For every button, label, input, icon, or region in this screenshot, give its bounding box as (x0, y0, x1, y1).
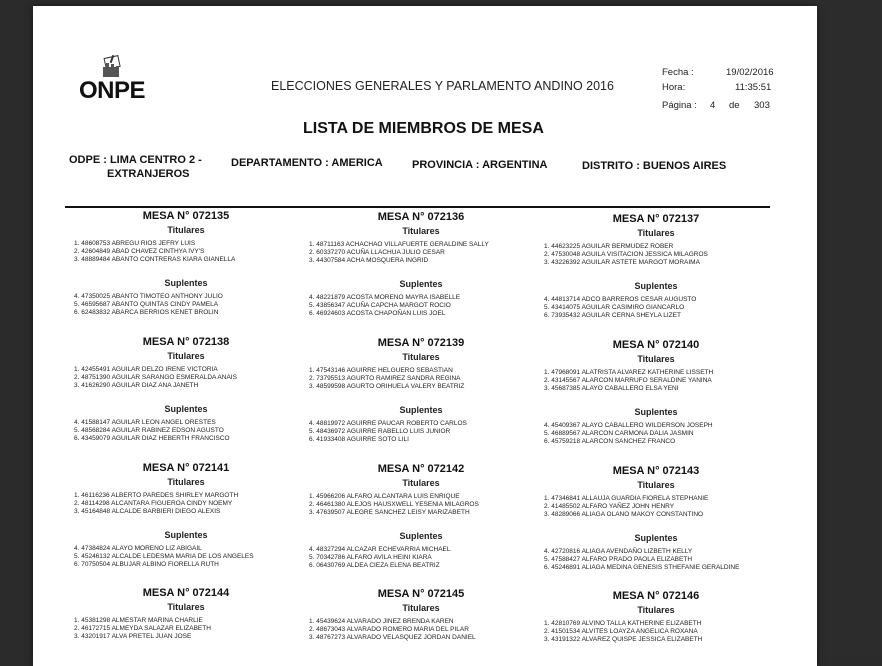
member-entry: 3. 48289066 ALIAGA OLANO MAKOY CONSTANTINO (544, 511, 704, 518)
suplentes-list (301, 294, 541, 318)
member-entry: 6. 73935432 AGUILAR CERNA SHEYLA LIZET (544, 312, 681, 319)
mesa-title: MESA N° 072135 (142, 210, 230, 222)
member-entry: 1. 45381298 ALMESTAR MARINA CHARLIE (74, 617, 203, 624)
titulares-list (301, 241, 541, 265)
member-entry: 5. 70342786 ALFARO AVILA HEINI KIARA (309, 554, 432, 561)
member-entry: 3. 48889484 ABANTO CONTRERAS KIARA GIANELLA (74, 256, 236, 263)
titulares-list (536, 243, 776, 267)
member-entry: 5. 43414075 AGUILAR CASIMIRO GIANCARLO (544, 304, 685, 311)
member-entry: 1. 45966206 ALFARO ALCANTARA LUIS ENRIQUE (309, 493, 460, 500)
member-entry: 1. 45439624 ALVARADO JINEZ BRENDA KAREN (309, 618, 454, 625)
mesa-block (301, 337, 541, 444)
titulares-label: Titulares (167, 477, 205, 487)
suplentes-list (66, 293, 306, 317)
member-entry: 3. 44307584 ACHA MOSQUERA INGRID (309, 257, 429, 264)
document-page (33, 6, 817, 666)
suplentes-label: Suplentes (164, 278, 208, 288)
mesa-title: MESA N° 072137 (612, 213, 700, 225)
titulares-label: Titulares (167, 225, 205, 235)
mesa-title: MESA N° 072146 (612, 590, 700, 602)
member-entry: 5. 46889567 ALARCON CARMONA DALIA JASMIN (544, 430, 694, 437)
titulares-label: Titulares (402, 603, 440, 613)
suplentes-label: Suplentes (634, 281, 678, 291)
titulares-label: Titulares (637, 605, 675, 615)
member-entry: 6. 62483832 ABARCA BERRIOS KENET BROLIN (74, 309, 219, 316)
odpe-line2: EXTRANJEROS (107, 168, 190, 180)
member-entry: 1. 48711163 ACHACHAO VILLAFUERTE GERALDINE SALLY (309, 241, 489, 248)
titulares-list (66, 492, 306, 516)
member-entry: 1. 47968091 ALATRISTA ALVAREZ KATHERINE LISSETH (544, 369, 714, 376)
suplentes-label: Suplentes (164, 530, 208, 540)
titulares-label: Titulares (402, 478, 440, 488)
member-entry: 5. 47588427 ALFARO PRADO PAOLA ELIZABETH (544, 556, 693, 563)
member-entry: 2. 60337270 ACUÑA LLACHUA JULIO CESAR (309, 249, 445, 256)
member-entry: 3. 41626290 AGUILAR DIAZ ANA JANETH (74, 382, 199, 389)
member-entry: 3. 43191322 ALVAREZ QUISPE JESSICA ELIZABETH (544, 636, 703, 643)
mesa-title: MESA N° 072140 (612, 339, 700, 351)
suplentes-label: Suplentes (634, 407, 678, 417)
titulares-label: Titulares (167, 351, 205, 361)
member-entry: 2. 48673043 ALVARADO ROMERO MARIA DEL PILAR (309, 626, 469, 633)
member-entry: 1. 46116236 ALBERTO PAREDES SHIRLEY MARGOTH (74, 492, 239, 499)
suplentes-label: Suplentes (634, 533, 678, 543)
member-entry: 4. 48819972 AGUIRRE PAUCAR ROBERTO CARLOS (309, 420, 467, 427)
suplentes-label: Suplentes (399, 405, 443, 415)
titulares-label: Titulares (637, 228, 675, 238)
mesa-title: MESA N° 072136 (377, 211, 465, 223)
member-entry: 4. 48221879 ACOSTA MORENO MAYRA ISABELLE (309, 294, 461, 301)
titulares-list (301, 367, 541, 391)
member-entry: 3. 45687385 ALAYO CABALLERO ELSA YENI (544, 385, 679, 392)
member-entry: 5. 46595687 ABANTO QUINTAS CINDY PAMELA (74, 301, 219, 308)
departamento: DEPARTAMENTO : AMERICA (231, 157, 383, 169)
pagina-total: 303 (754, 100, 770, 111)
member-entry: 2. 46172715 ALMEYDA SALAZAR ELIZABETH (74, 625, 211, 632)
member-entry: 3. 47639507 ALEGRE SANCHEZ LEISY MARIZABETH (309, 509, 470, 516)
suplentes-list (66, 545, 306, 569)
member-entry: 1. 48608753 ABREGU RIOS JEFRY LUIS (74, 240, 196, 247)
header-divider (65, 206, 770, 208)
fecha-label: Fecha : (662, 67, 694, 78)
mesa-title: MESA N° 072139 (377, 337, 465, 349)
suplentes-list (66, 419, 306, 443)
member-entry: 4. 44813714 ADCO BARREROS CESAR AUGUSTO (544, 296, 697, 303)
member-entry: 2. 41485502 ALFARO YAÑEZ JOHN HENRY (544, 503, 675, 510)
member-entry: 6. 45246891 ALIAGA MEDINA GENESIS STHEFANIE GERALDINE (544, 564, 740, 571)
suplentes-list (536, 422, 776, 446)
member-entry: 2. 42604849 ABAD CHAVEZ CINTHYA IVY'S (74, 248, 205, 255)
mesa-block (66, 210, 306, 317)
member-entry: 3. 43201917 ALVA PRETEL JUAN JOSE (74, 633, 192, 640)
odpe-line1: ODPE : LIMA CENTRO 2 - (69, 154, 202, 166)
suplentes-list (536, 296, 776, 320)
titulares-list (301, 493, 541, 517)
suplentes-list (536, 548, 776, 572)
pagina-de: de (729, 100, 740, 111)
ballot-hand-icon (97, 55, 127, 79)
hora-value: 11:35:51 (735, 82, 772, 93)
member-entry: 6. 70750504 ALBUJAR ALBINO FIORELLA RUTH (74, 561, 219, 568)
distrito: DISTRITO : BUENOS AIRES (582, 160, 727, 172)
member-entry: 2. 43145567 ALARCON MARRUFO SERALDINE YANINA (544, 377, 712, 384)
member-entry: 5. 48568284 AGUILAR RABINEZ EDSON AGUSTO (74, 427, 224, 434)
titulares-list (66, 240, 306, 264)
titulares-label: Titulares (402, 226, 440, 236)
member-entry: 6. 41933408 AGUIRRE SOTO LILI (309, 436, 409, 443)
member-entry: 3. 48599598 AGURTO ORIHUELA VALERY BEATRIZ (309, 383, 465, 390)
member-entry: 2. 73795513 AGURTO RAMIREZ SANDRA REGINA (309, 375, 461, 382)
titulares-list (66, 617, 306, 641)
mesa-block (66, 336, 306, 443)
mesa-block (66, 462, 306, 569)
member-entry: 2. 48114298 ALCANTARA FIGUEROA CINDY NOEMY (74, 500, 233, 507)
titulares-label: Titulares (167, 602, 205, 612)
suplentes-list (301, 546, 541, 570)
member-entry: 3. 43226392 AGUILAR ASTETE MARGOT MORAIMA (544, 259, 700, 266)
member-entry: 4. 45409367 ALAYO CABALLERO WILDERSON JOSEPH (544, 422, 713, 429)
titulares-label: Titulares (637, 480, 675, 490)
mesa-block (301, 588, 541, 642)
member-entry: 6. 06430769 ALDEA CIEZA ELENA BEATRIZ (309, 562, 440, 569)
mesa-title: MESA N° 072138 (142, 336, 230, 348)
suplentes-label: Suplentes (399, 279, 443, 289)
member-entry: 4. 48327294 ALCAZAR ECHEVARRIA MICHAEL (309, 546, 451, 553)
mesa-title: MESA N° 072145 (377, 588, 465, 600)
election-title: ELECCIONES GENERALES Y PARLAMENTO ANDINO 2016 (271, 79, 614, 93)
member-entry: 2. 41501534 ALVITES LOAYZA ANGELICA ROXANA (544, 628, 698, 635)
member-entry: 6. 43459079 AGUILAR DIAZ HEBERTH FRANCISCO (74, 435, 230, 442)
titulares-label: Titulares (637, 354, 675, 364)
member-entry: 5. 43856347 ACUÑA CAPCHA MARGOT ROCIO (309, 302, 451, 309)
member-entry: 1. 42810769 ALVINO TALLA KATHERINE ELIZABETH (544, 620, 702, 627)
titulares-list (66, 366, 306, 390)
member-entry: 2. 47530048 AGUILA VISITACION JESSICA MILAGROS (544, 251, 708, 258)
member-entry: 1. 42455491 AGUILAR DELZO IRENE VICTORIA (74, 366, 218, 373)
fecha-value: 19/02/2016 (726, 67, 774, 78)
member-entry: 3. 45164848 ALCALDE BARBIERI DIEGO ALEXIS (74, 508, 221, 515)
suplentes-label: Suplentes (164, 404, 208, 414)
member-entry: 4. 47350025 ABANTO TIMOTEO ANTHONY JULIO (74, 293, 223, 300)
onpe-logo (77, 53, 147, 105)
member-entry: 1. 44623225 AGUILAR BERMUDEZ ROBER (544, 243, 674, 250)
titulares-list (536, 369, 776, 393)
titulares-list (536, 495, 776, 519)
hora-label: Hora: (662, 82, 686, 93)
mesa-block (66, 587, 306, 641)
mesa-block (536, 213, 776, 320)
mesa-title: MESA N° 072144 (142, 587, 230, 599)
mesa-title: MESA N° 072142 (377, 463, 465, 475)
pagina-value: 4 (710, 100, 716, 111)
member-entry: 3. 48767273 ALVARADO VELASQUEZ JORDAN DANIEL (309, 634, 476, 641)
list-title: LISTA DE MIEMBROS DE MESA (303, 120, 544, 137)
provincia: PROVINCIA : ARGENTINA (412, 159, 548, 171)
viewer-background (817, 0, 882, 655)
logo-text: ONPE (79, 77, 146, 104)
member-entry: 5. 48436972 AGUIRRE RABELLO LUIS JUNIOR (309, 428, 451, 435)
mesa-block (536, 339, 776, 446)
titulares-list (301, 618, 541, 642)
mesa-title: MESA N° 072143 (612, 465, 700, 477)
member-entry: 6. 45759218 ALARCON SANCHEZ FRANCO (544, 438, 676, 445)
titulares-list (536, 620, 776, 644)
mesa-title: MESA N° 072141 (142, 462, 230, 474)
mesa-block (536, 465, 776, 572)
member-entry: 4. 42720816 ALIAGA AVENDAÑO LIZBETH KELLY (544, 548, 693, 555)
titulares-label: Titulares (402, 352, 440, 362)
member-entry: 1. 47346841 ALLAUJA GUARDIA FIORELA STEPHANIE (544, 495, 709, 502)
member-entry: 6. 46924603 ACOSTA CHAPOÑAN LUIS JOEL (309, 310, 446, 317)
suplentes-label: Suplentes (399, 531, 443, 541)
mesa-block (301, 463, 541, 570)
member-entry: 4. 47384824 ALAYO MORENO LIZ ABIGAIL (74, 545, 202, 552)
pagina-label: Página : (662, 100, 697, 111)
member-entry: 4. 41588147 AGUILAR LEON ANGEL ORESTES (74, 419, 216, 426)
member-entry: 2. 48751390 AGUILAR SARANGO ESMERALDA ANAIS (74, 374, 237, 381)
suplentes-list (301, 420, 541, 444)
mesa-block (536, 590, 776, 644)
member-entry: 5. 45246132 ALCALDE LEDESMA MARIA DE LOS ANGELES (74, 553, 254, 560)
member-entry: 1. 47543146 AGUIRRE HELGUERO SEBASTIAN (309, 367, 453, 374)
member-entry: 2. 46461380 ALEJOS HAUSXWELL YESENIA MILAGROS (309, 501, 479, 508)
mesa-block (301, 211, 541, 318)
